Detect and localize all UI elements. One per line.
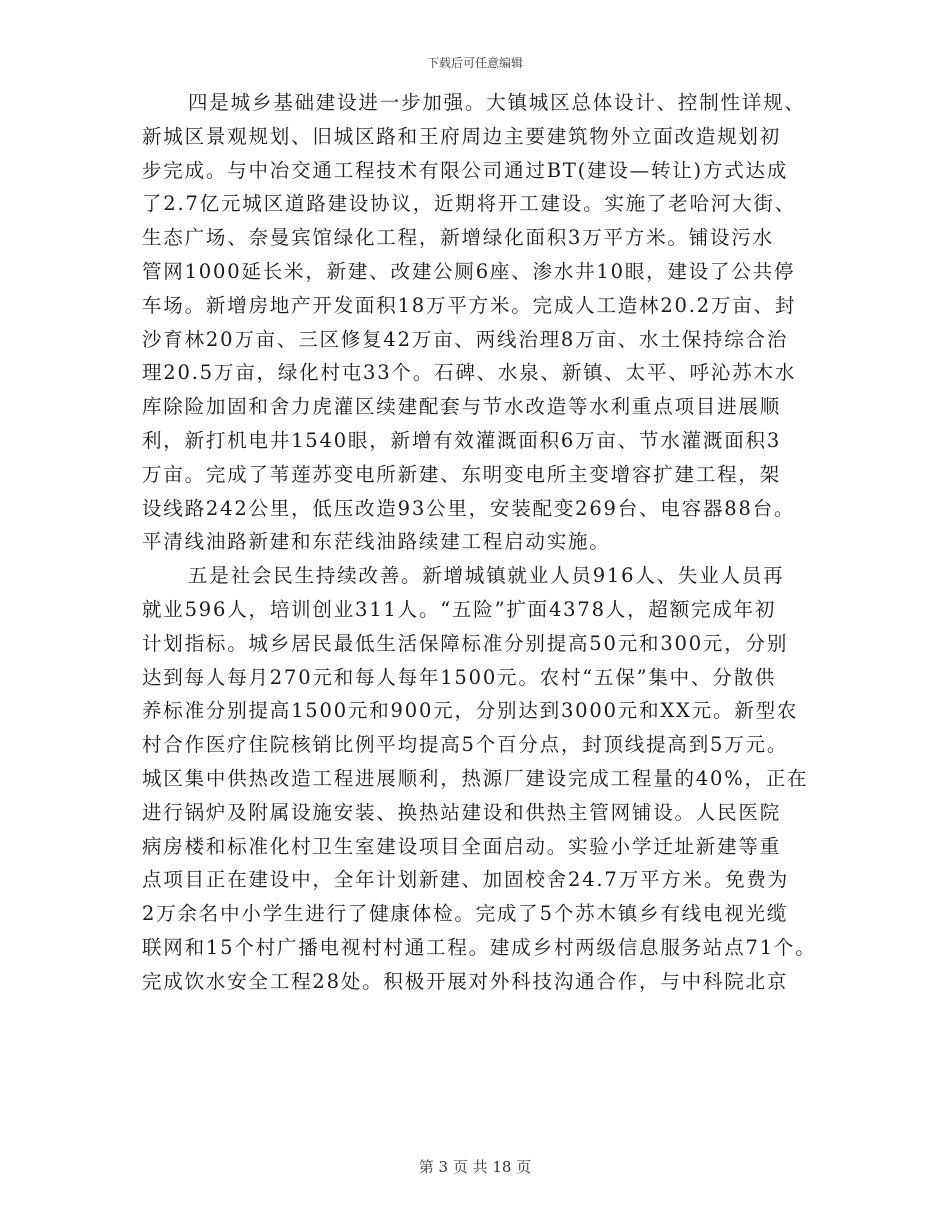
text-line: 完成饮水安全工程28处。积极开展对外科技沟通合作，与中科院北京: [142, 969, 789, 993]
text-line: 2万余名中小学生进行了健康体检。完成了5个苏木镇乡有线电视光缆: [142, 902, 789, 926]
text-line: 利，新打机电井1540眼，新增有效灌溉面积6万亩、节水灌溉面积3: [142, 428, 782, 452]
text-line: 城区集中供热改造工程进展顺利，热源厂建设完成工程量的40%，正在: [142, 766, 809, 790]
text-line: 点项目正在建设中，全年计划新建、加固校舍24.7万平方米。免费为: [142, 868, 790, 892]
document-body: [142, 86, 817, 999]
text-line: 四是城乡基础建设进一步加强。大镇城区总体设计、控制性详规、: [188, 91, 806, 114]
paragraph-4: [142, 86, 812, 559]
text-line: 沙育林20万亩、三区修复42万亩、两线治理8万亩、水土保持综合治: [142, 327, 789, 351]
text-line: 平清线油路新建和东茫线油路续建工程启动实施。: [142, 530, 611, 554]
text-line: 步完成。与中冶交通工程技术有限公司通过BT(建设—转让)方式达成: [142, 158, 789, 182]
page-header: 下载后可任意编辑: [426, 56, 523, 70]
text-line: 进行锅炉及附属设施安装、换热站建设和供热主管网铺设。人民医院: [142, 800, 782, 824]
text-line: 计划指标。城乡居民最低生活保障标准分别提高50元和300元，分别: [142, 631, 789, 655]
text-line: 设线路242公里，低压改造93公里，安装配变269台、电容器88台。: [142, 496, 796, 520]
text-line: 病房楼和标准化村卫生室建设项目全面启动。实验小学迁址新建等重: [142, 834, 782, 858]
text-line: 车场。新增房地产开发面积18万平方米。完成人工造林20.2万亩、封: [142, 293, 797, 317]
text-line: 库除险加固和舍力虎灌区续建配套与节水改造等水利重点项目进展顺: [142, 395, 782, 419]
text-line: 生态广场、奈曼宾馆绿化工程，新增绿化面积3万平方米。铺设污水: [142, 226, 774, 250]
text-line: 村合作医疗住院核销比例平均提高5个百分点，封顶线提高到5万元。: [142, 733, 789, 757]
text-line: 就业596人，培训创业311人。“五险”扩面4378人，超额完成年初: [142, 597, 777, 621]
paragraph-5: [142, 559, 817, 998]
page-footer: 第 3 页 共 18 页: [418, 1158, 532, 1176]
text-line: 了2.7亿元城区道路建设协议，近期将开工建设。实施了老哈河大街、: [142, 192, 797, 216]
text-line: 万亩。完成了苇莲苏变电所新建、东明变电所主变增容扩建工程，架: [142, 462, 782, 486]
text-line: 五是社会民生持续改善。新增城镇就业人员916人、失业人员再: [188, 564, 785, 588]
text-line: 联网和15个村广播电视村村通工程。建成乡村两级信息服务站点71个。: [142, 935, 817, 959]
text-line: 管网1000延长米，新建、改建公厕6座、渗水井10眼，建设了公共停: [142, 259, 796, 283]
text-line: 新城区景观规划、旧城区路和王府周边主要建筑物外立面改造规划初: [142, 124, 782, 148]
text-line: 理20.5万亩，绿化村屯33个。石碑、水泉、新镇、太平、呼沁苏木水: [142, 361, 797, 385]
text-line: 养标准分别提高1500元和900元，分别达到3000元和XX元。新型农: [142, 699, 799, 723]
text-line: 达到每人每月270元和每人每年1500元。农村“五保”集中、分散供: [142, 665, 777, 689]
